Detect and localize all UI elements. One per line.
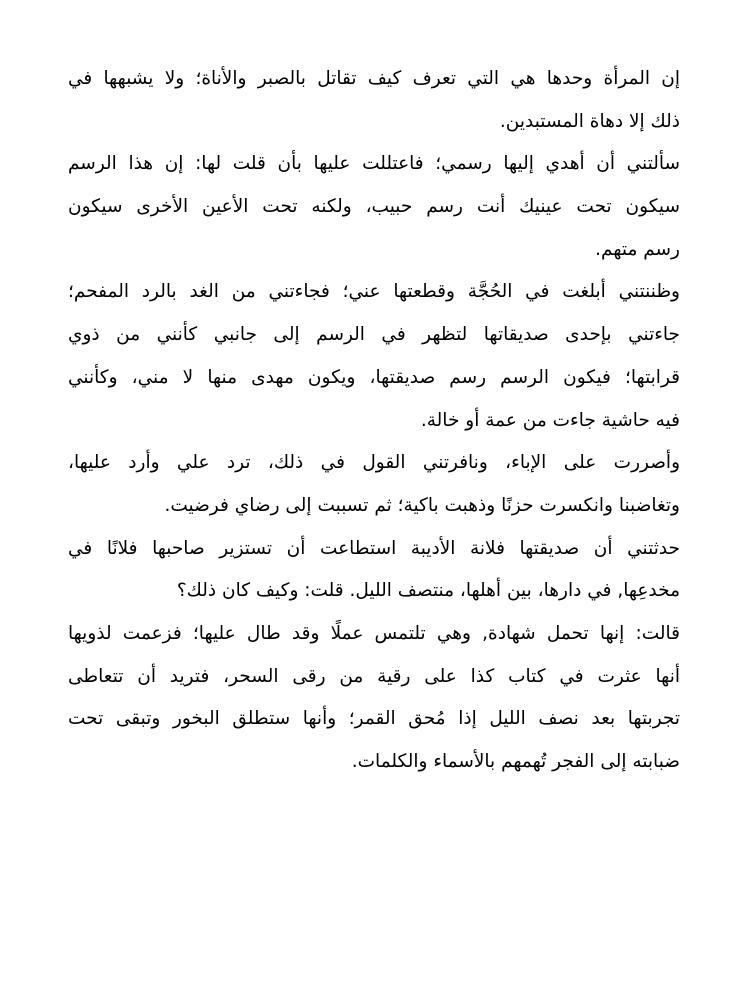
text-line: قالت: إنها تحمل شهادة, وهي تلتمس عملًا وقد طال عليها؛ فزعمت لذويها (68, 622, 680, 644)
text-line: فيه حاشية جاءت من عمة أو خالة. (420, 409, 680, 431)
text-line: قرابتها؛ فيكون الرسم رسم صديقتها، ويكون مهدى منها لا مني، وكأنني (68, 366, 680, 388)
text-line: سيكون تحت عينيك أنت رسم حبيب، ولكنه تحت الأعين الأخرى سيكون (68, 196, 680, 218)
text-line: حدثتني أن صديقتها فلانة الأديبة استطاعت أن تستزير صاحبها فلانًا في (68, 537, 680, 559)
text-line: أنها عثرت في كتاب كذا على رقية من رقى السحر، فتريد أن تتعاطى (68, 665, 680, 687)
body-text (68, 58, 680, 784)
text-line: سألتني أن أهدي إليها رسمي؛ فاعتللت عليها بأن قلت لها: إن هذا الرسم (68, 153, 680, 175)
text-line: وظننتني أبلغت في الحُجَّة وقطعتها عني؛ فجاءتني من الغد بالرد المفحم؛ (68, 281, 680, 303)
text-line: تجربتها بعد نصف الليل إذا مُحق القمر؛ وأنها ستطلق البخور وتبقى تحت (68, 708, 680, 730)
text-line: وأصررت على الإباء، ونافرتني القول في ذلك، ترد علي وأرد عليها، (68, 452, 680, 474)
text-line: ضبابته إلى الفجر تُهمهم بالأسماء والكلمات. (351, 751, 680, 772)
text-line: إن المرأة وحدها هي التي تعرف كيف تقاتل بالصبر والأناة؛ ولا يشبهها في (68, 68, 680, 89)
text-line: رسم متهم. (595, 238, 680, 260)
text-line: مخدعِها, في دارها، بين أهلها، منتصف الليل. قلت: وكيف كان ذلك؟ (176, 580, 680, 602)
text-line: جاءتني بإحدى صديقاتها لتظهر في الرسم إلى جانبي كأنني من ذوي (68, 324, 680, 346)
text-line: ذلك إلا دهاة المستبدين. (499, 110, 680, 132)
text-line: وتغاضبنا وانكسرت حزنًا وذهبت باكية؛ ثم تسببت إلى رضاي فرضيت. (164, 494, 680, 516)
